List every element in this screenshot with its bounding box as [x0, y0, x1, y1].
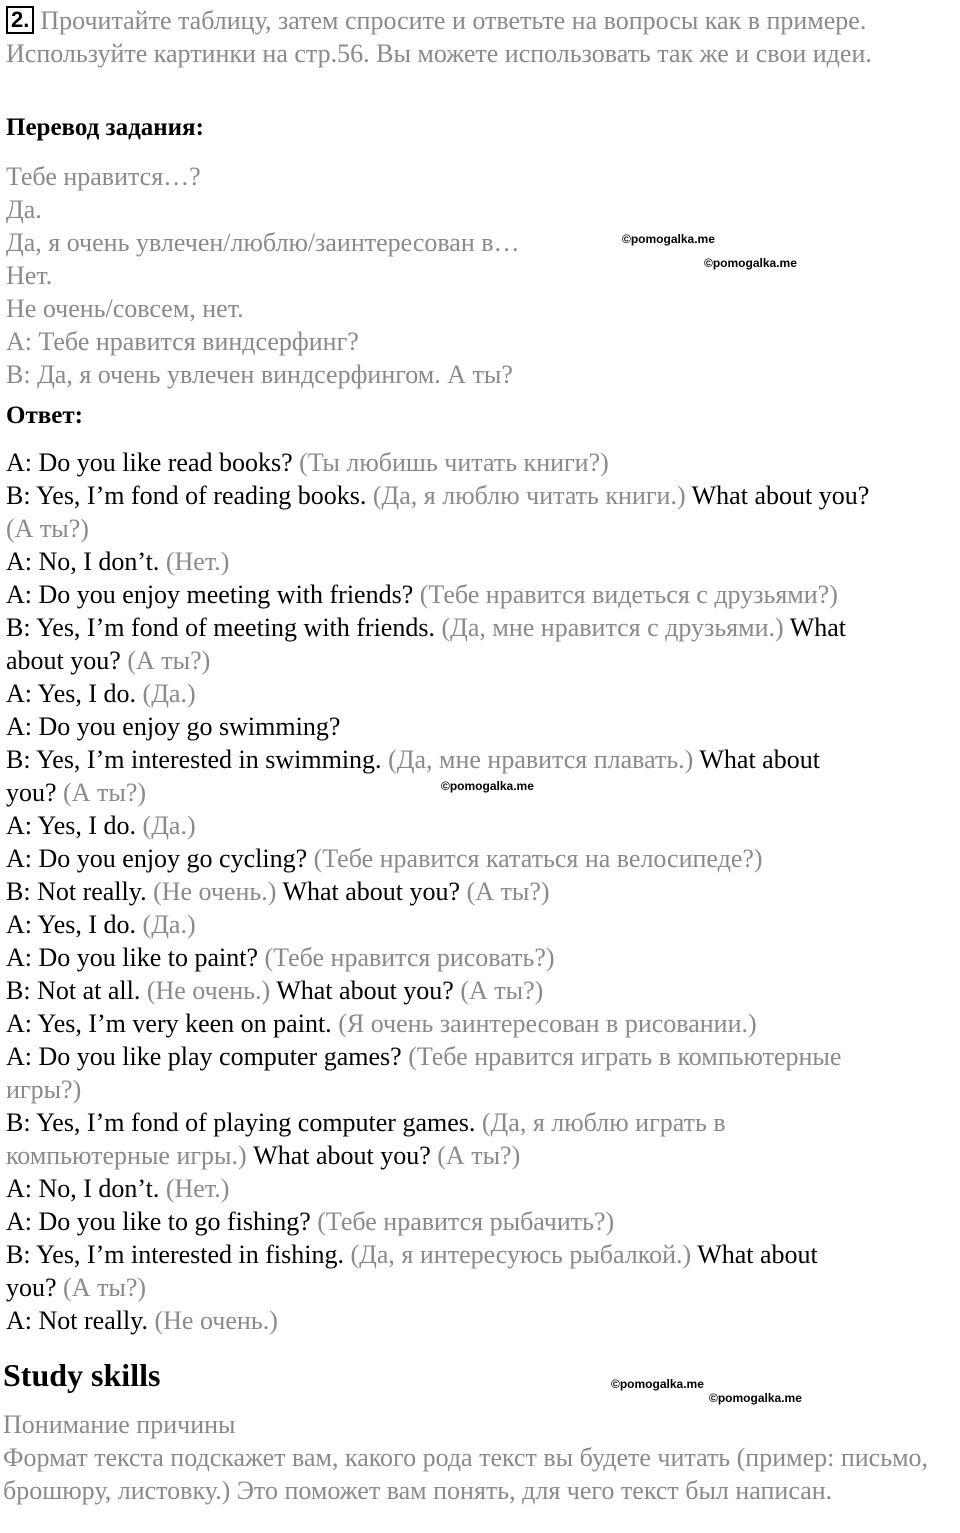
answer-text: B: Yes, I’m fond of playing computer games.	[6, 1108, 482, 1137]
answer-line	[6, 1007, 956, 1040]
answer-translation: (Да, я люблю играть в	[481, 1108, 726, 1137]
answer-line	[6, 974, 956, 1007]
answer-text: What about you?	[276, 976, 461, 1005]
answer-heading: Ответ:	[6, 402, 83, 429]
answer-line	[6, 611, 956, 644]
answer-line	[6, 1271, 956, 1304]
translation-line: Да.	[6, 195, 42, 224]
study-skills-heading: Study skills	[3, 1357, 161, 1393]
answer-text: What about	[697, 1240, 818, 1269]
answer-line	[6, 545, 956, 578]
study-skills-subheading: Понимание причины	[3, 1410, 236, 1439]
answer-text: B: Not really.	[6, 877, 154, 906]
answer-line	[6, 644, 956, 677]
answer-text: A: Yes, I do.	[6, 811, 143, 840]
answer-translation: (Нет.)	[165, 1174, 230, 1203]
answer-text: B: Yes, I’m interested in swimming.	[6, 745, 389, 774]
answer-text: A: Yes, I do.	[6, 910, 143, 939]
answer-translation: (Тебе нравится видеться с друзьями?)	[419, 580, 838, 609]
answer-text: you?	[6, 1273, 64, 1302]
answer-text: A: Yes, I’m very keen on paint.	[6, 1009, 339, 1038]
watermark: ©pomogalka.me	[709, 1391, 802, 1405]
answer-text: B: Yes, I’m interested in fishing.	[6, 1240, 351, 1269]
study-skills-text	[3, 1408, 953, 1507]
answer-line	[6, 743, 956, 776]
answer-text: What about	[699, 745, 820, 774]
answer-translation: компьютерные игры.)	[6, 1141, 254, 1170]
answer-line	[6, 1106, 956, 1139]
answer-text: A: Do you enjoy go cycling?	[6, 844, 314, 873]
answer-translation: (Да, мне нравится плавать.)	[388, 745, 700, 774]
answer-line	[6, 1172, 956, 1205]
answer-translation: (А ты?)	[6, 514, 89, 543]
answer-line	[6, 941, 956, 974]
answer-translation: (Тебе нравится рисовать?)	[264, 943, 555, 972]
answer-text: A: Do you like read books?	[6, 448, 300, 477]
answer-translation: (Я очень заинтересован в рисовании.)	[338, 1009, 757, 1038]
answer-text: What about you?	[282, 877, 467, 906]
answer-translation: (А ты?)	[63, 1273, 147, 1302]
answer-translation: (Тебе нравится играть в компьютерные	[408, 1042, 842, 1071]
answer-translation: (А ты?)	[437, 1141, 521, 1170]
answer-translation: (Да.)	[142, 910, 196, 939]
study-skills-body: Формат текста подскажет вам, какого рода текст вы будете читать (пример: письмо, брошюру, листовку.) Это поможет вам понять, для чего текст был написан.	[3, 1443, 929, 1505]
answer-translation: (Да.)	[142, 811, 196, 840]
answer-text: A: Do you enjoy go swimming?	[6, 712, 341, 741]
answer-translation: (А ты?)	[466, 877, 550, 906]
translation-line: B: Да, я очень увлечен виндсерфингом. А ты?	[6, 360, 513, 389]
answer-translation: (Не очень.)	[154, 1306, 278, 1335]
answer-line	[6, 710, 956, 743]
answer-line	[6, 446, 956, 479]
answer-line	[6, 1304, 956, 1337]
answer-translation: (Не очень.)	[146, 976, 277, 1005]
answer-text: What about you?	[253, 1141, 438, 1170]
answer-text: A: Yes, I do.	[6, 679, 143, 708]
answer-text: What about you?	[691, 481, 870, 510]
answer-translation: (А ты?)	[127, 646, 211, 675]
answer-line	[6, 1040, 956, 1073]
answer-line	[6, 1139, 956, 1172]
answer-line	[6, 875, 956, 908]
translation-block	[6, 160, 956, 391]
watermark: ©pomogalka.me	[441, 779, 534, 793]
translation-line: Не очень/совсем, нет.	[6, 294, 244, 323]
answer-text: you?	[6, 778, 64, 807]
translation-line: Да, я очень увлечен/люблю/заинтересован в…	[6, 228, 520, 257]
answer-line	[6, 677, 956, 710]
answer-translation: (Да, мне нравится с друзьями.)	[441, 613, 790, 642]
translation-line: A: Тебе нравится виндсерфинг?	[6, 327, 359, 356]
watermark: ©pomogalka.me	[704, 256, 797, 270]
answer-text: A: Not really.	[6, 1306, 155, 1335]
watermark: ©pomogalka.me	[622, 232, 715, 246]
answer-line	[6, 1205, 956, 1238]
answer-text: A: No, I don’t.	[6, 547, 166, 576]
task-instruction	[6, 4, 956, 70]
answer-translation: (А ты?)	[63, 778, 147, 807]
answer-translation: (Нет.)	[165, 547, 230, 576]
answer-block	[6, 446, 956, 1337]
translation-heading: Перевод задания:	[6, 114, 204, 141]
answer-translation: (Тебе нравится рыбачить?)	[317, 1207, 615, 1236]
answer-translation: игры?)	[6, 1075, 82, 1104]
answer-text: A: Do you like to paint?	[6, 943, 265, 972]
task-text: Прочитайте таблицу, затем спросите и ответьте на вопросы как в примере. Используйте картинки на стр.56. Вы можете использовать так же и свои идеи.	[6, 6, 872, 68]
answer-line	[6, 1238, 956, 1271]
answer-translation: (Не очень.)	[153, 877, 283, 906]
answer-line	[6, 809, 956, 842]
answer-text: B: Yes, I’m fond of meeting with friends.	[6, 613, 442, 642]
answer-text: B: Yes, I’m fond of reading books.	[6, 481, 373, 510]
answer-text: A: Do you like play computer games?	[6, 1042, 409, 1071]
answer-line	[6, 479, 956, 512]
answer-text: A: Do you like to go fishing?	[6, 1207, 318, 1236]
answer-translation: (Да, я люблю читать книги.)	[372, 481, 692, 510]
answer-translation: (А ты?)	[460, 976, 544, 1005]
answer-text: about you?	[6, 646, 128, 675]
task-number: 2.	[6, 6, 34, 34]
answer-translation: (Тебе нравится кататься на велосипеде?)	[313, 844, 763, 873]
answer-line	[6, 842, 956, 875]
answer-line	[6, 512, 956, 545]
answer-translation: (Да.)	[142, 679, 196, 708]
answer-translation: (Ты любишь читать книги?)	[299, 448, 609, 477]
translation-line: Нет.	[6, 261, 53, 290]
answer-line	[6, 1073, 956, 1106]
answer-text: A: No, I don’t.	[6, 1174, 166, 1203]
translation-line: Тебе нравится…?	[6, 162, 201, 191]
answer-text: A: Do you enjoy meeting with friends?	[6, 580, 420, 609]
answer-line	[6, 578, 956, 611]
answer-text: What	[789, 613, 847, 642]
answer-text: B: Not at all.	[6, 976, 147, 1005]
answer-line	[6, 908, 956, 941]
watermark: ©pomogalka.me	[611, 1377, 704, 1391]
answer-translation: (Да, я интересуюсь рыбалкой.)	[350, 1240, 698, 1269]
